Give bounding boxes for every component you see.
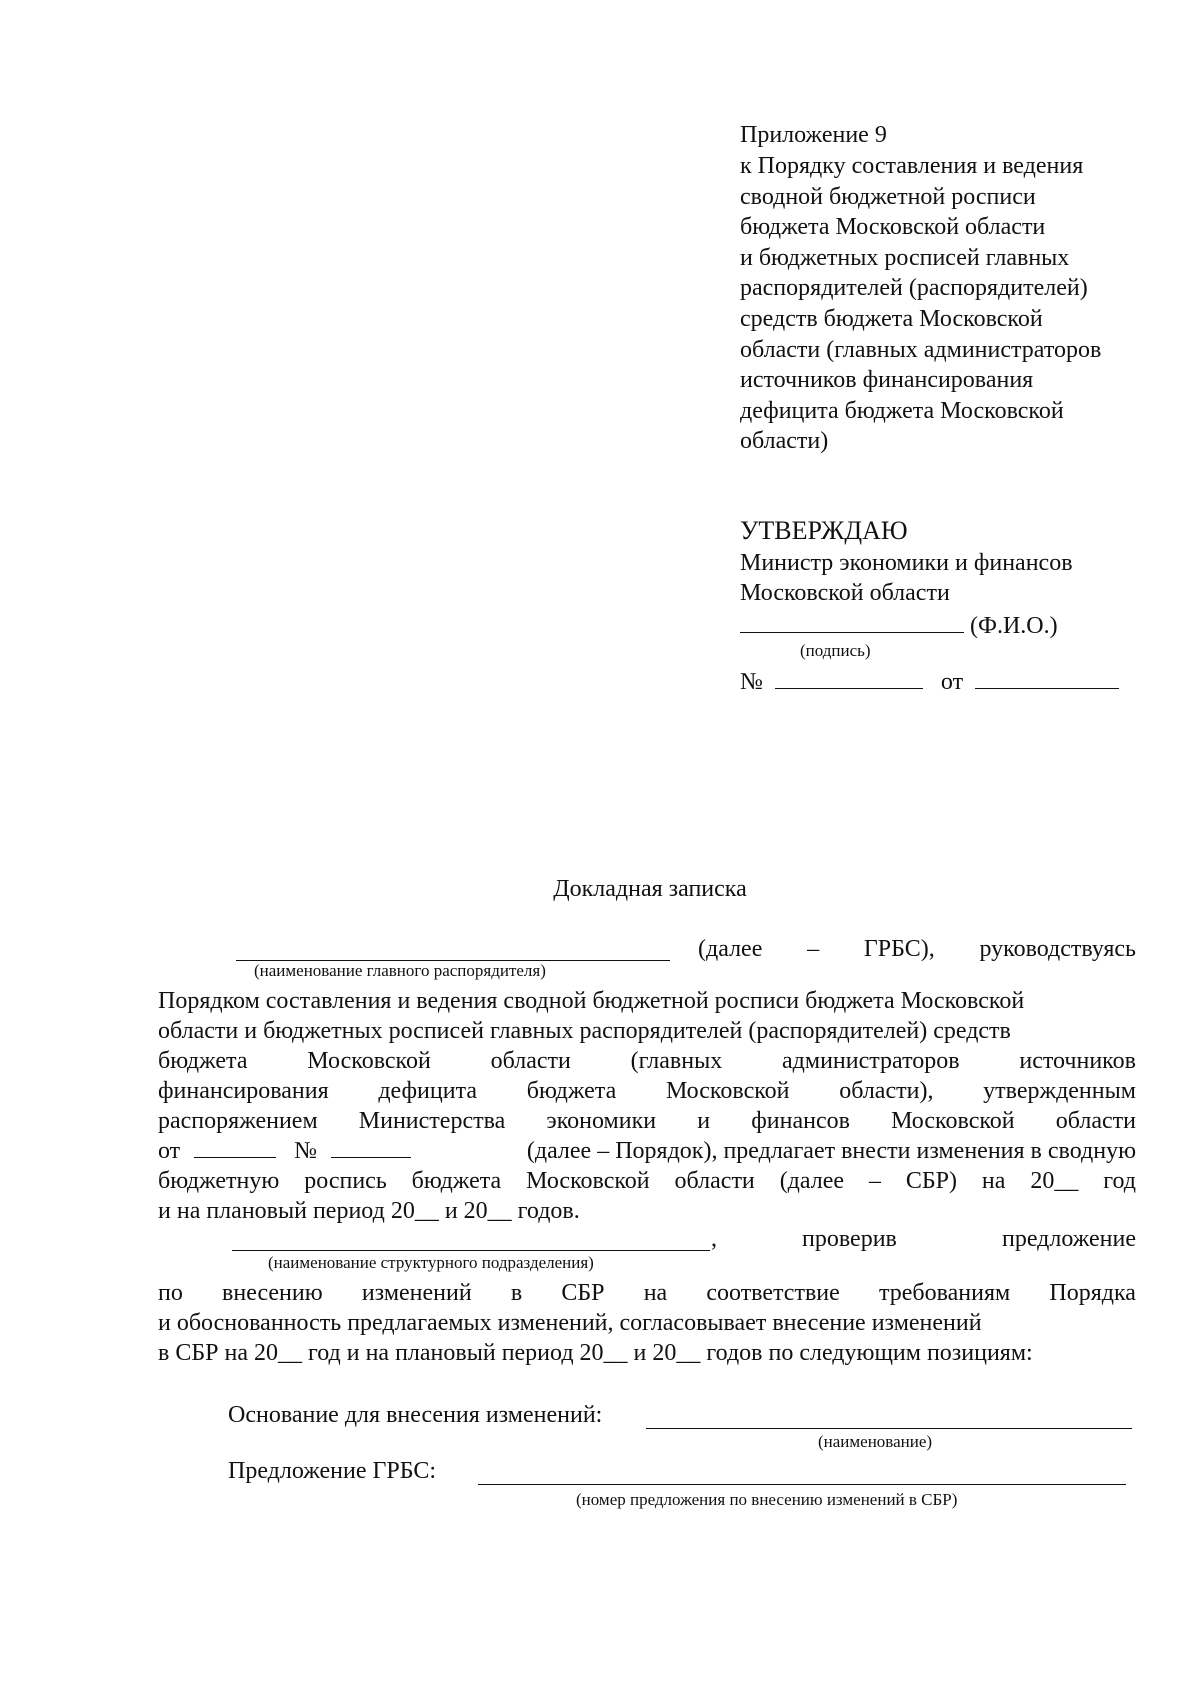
signature-caption: (подпись) [800, 641, 871, 660]
memo-line: распоряжением Министерства экономики и финансов Московской области [158, 1108, 1136, 1134]
approval-number-line [740, 666, 1119, 697]
appendix-line: сводной бюджетной росписи [740, 184, 1036, 210]
signature-line [740, 610, 1058, 641]
appendix-line: распорядителей (распорядителей) [740, 275, 1088, 301]
approval-number-blank [775, 666, 923, 689]
caption-main-manager: (наименование главного распорядителя) [254, 961, 546, 980]
memo-line: и обоснованность предлагаемых изменений, согласовывает внесение изменений [158, 1310, 982, 1336]
appendix-line: области) [740, 428, 829, 454]
approval-date-blank [975, 666, 1119, 689]
approval-position: Министр экономики и финансов [740, 550, 1073, 576]
number-sign: № [740, 669, 763, 695]
memo-line: и на плановый период 20__ и 20__ годов. [158, 1198, 580, 1224]
appendix-line: области (главных администраторов [740, 337, 1102, 363]
basis-field [646, 1428, 1132, 1429]
proposal-field [478, 1484, 1126, 1485]
memo-line: финансирования дефицита бюджета Московской области), утвержденным [158, 1078, 1136, 1104]
memo-line: Порядком составления и ведения сводной бюджетной росписи бюджета Московской [158, 988, 1025, 1014]
proposal-caption: (номер предложения по внесению изменений в СБР) [576, 1490, 958, 1509]
memo-line: бюджета Московской области (главных администраторов источников [158, 1048, 1136, 1074]
appendix-line: бюджета Московской области [740, 214, 1046, 240]
appendix-line: к Порядку составления и ведения [740, 153, 1084, 179]
structural-unit-blank [232, 1250, 710, 1251]
memo-line-1-tail: (далее – ГРБС), руководствуясь [698, 936, 1136, 962]
fio-label: (Ф.И.О.) [970, 613, 1058, 639]
memo-line: бюджетную роспись бюджета Московской области (далее – СБР) на 20__ год [158, 1168, 1136, 1194]
approval-position: Московской области [740, 580, 950, 606]
appendix-line: Приложение 9 [740, 122, 887, 148]
proposal-label: Предложение ГРБС: [228, 1458, 437, 1484]
memo-line: в СБР на 20__ год и на плановый период 20__ и 20__ годов по следующим позициям: [158, 1340, 1033, 1366]
appendix-line: дефицита бюджета Московской [740, 398, 1064, 424]
caption-structural-unit: (наименование структурного подразделения) [268, 1253, 594, 1272]
basis-label: Основание для внесения изменений: [228, 1402, 603, 1428]
memo-line-tail: проверив предложение [802, 1226, 1136, 1252]
appendix-line: источников финансирования [740, 367, 1034, 393]
memo-line: по внесению изменений в СБР на соответствие требованиям Порядка [158, 1280, 1136, 1306]
basis-caption: (наименование) [818, 1432, 933, 1451]
structural-unit-comma: , [711, 1226, 717, 1252]
memo-line: области и бюджетных росписей главных распорядителей (распорядителей) средств [158, 1018, 1011, 1044]
memo-title: Докладная записка [553, 876, 747, 902]
memo-line: от № (далее – Порядок), предлагает внести изменения в сводную [158, 1138, 1136, 1164]
order-date-blank [194, 1137, 276, 1158]
approval-title: УТВЕРЖДАЮ [740, 516, 908, 545]
appendix-line: средств бюджета Московской [740, 306, 1043, 332]
signature-blank [740, 610, 964, 633]
appendix-line: и бюджетных росписей главных [740, 245, 1070, 271]
from-word: от [940, 669, 964, 695]
order-number-blank [331, 1137, 411, 1158]
